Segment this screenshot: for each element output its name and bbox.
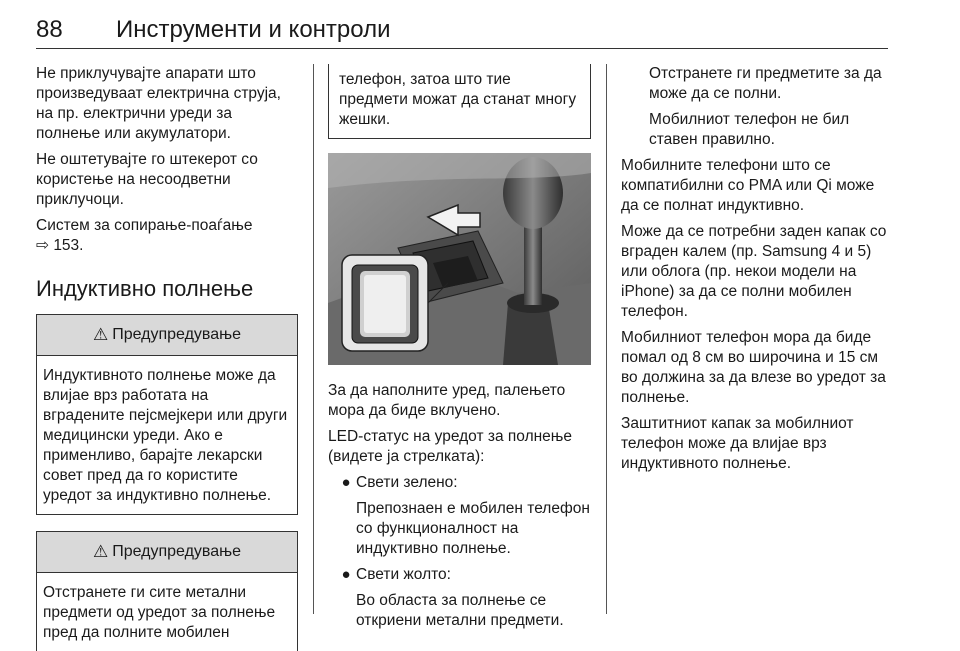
warning-body bbox=[37, 573, 297, 651]
warning-header bbox=[37, 315, 297, 356]
paragraph: Систем за сопирање-поаѓање bbox=[36, 217, 253, 234]
page-reference[interactable] bbox=[36, 236, 298, 256]
bullet-icon: ● bbox=[341, 566, 351, 583]
list-item bbox=[328, 565, 591, 585]
page-number: 88 bbox=[36, 16, 63, 43]
illustration-svg bbox=[328, 153, 591, 365]
warning-box-continued bbox=[328, 64, 591, 139]
section-heading: Индуктивно полнење bbox=[36, 276, 254, 301]
page-title: Инструменти и контроли bbox=[116, 16, 391, 43]
warning-body bbox=[37, 356, 297, 514]
paragraph: Заштитниот капак за мобилниот телефон може да влијае врз индуктивното полнење. bbox=[621, 415, 854, 472]
column-divider bbox=[313, 64, 314, 614]
paragraph: За да наполните уред, палењето мора да биде вклучено. bbox=[328, 382, 566, 419]
warning-header bbox=[37, 532, 297, 573]
column-middle bbox=[328, 64, 591, 631]
warning-triangle-icon: ⚠ bbox=[92, 542, 109, 561]
arrow-reference-icon: ⇨ bbox=[36, 237, 49, 254]
paragraph: Мобилниот телефон мора да биде помал од 8 см во широчина и 15 см во должина за да влезе во уредот за полнење. bbox=[621, 329, 886, 406]
warning-box bbox=[36, 531, 298, 651]
paragraph: LED-статус на уредот за полнење (видете ја стрелката): bbox=[328, 428, 573, 465]
paragraph: Не приклучувајте апарати што произведуваат електрична струја, на пр. електрични уреди за полнење или акумулатори. bbox=[36, 65, 281, 142]
column-divider bbox=[606, 64, 607, 614]
warning-text: Отстранете ги сите метални предмети од уредот за полнење пред да полните мобилен bbox=[43, 584, 276, 641]
warning-title: Предупредување bbox=[112, 326, 242, 343]
warning-box bbox=[36, 314, 298, 515]
charging-tray-illustration bbox=[328, 153, 591, 365]
list-detail: Препознаен е мобилен телефон со функционалност на индуктивно полнење. bbox=[356, 500, 590, 557]
paragraph: Не оштетувајте го штекерот со користење на несоодветни приклучоци. bbox=[36, 151, 258, 208]
page-header bbox=[36, 10, 888, 52]
warning-text: телефон, затоа што тие предмети можат да станат многу жешки. bbox=[339, 71, 577, 128]
header-rule bbox=[36, 48, 888, 49]
paragraph: Може да се потребни заден капак со вграден калем (пр. Samsung 4 и 5) или облога (пр. некои модели на iPhone) за да се полни мобилен телефон. bbox=[621, 223, 887, 320]
indented-paragraph: Мобилниот телефон не бил ставен правилно. bbox=[649, 111, 850, 148]
column-left bbox=[36, 64, 298, 651]
list-detail: Во областа за полнење се откриени метални предмети. bbox=[356, 592, 564, 629]
list-item bbox=[328, 473, 591, 493]
list-label: Свети зелено: bbox=[356, 474, 458, 491]
column-right bbox=[621, 64, 889, 480]
bullet-icon: ● bbox=[341, 474, 351, 491]
warning-triangle-icon: ⚠ bbox=[92, 325, 109, 344]
indented-paragraph: Отстранете ги предметите за да може да се полни. bbox=[649, 65, 882, 102]
reference-page: 153. bbox=[53, 237, 84, 254]
warning-title: Предупредување bbox=[112, 543, 242, 560]
paragraph: Мобилните телефони што се компатибилни со PMA или Qi може да се полнат индуктивно. bbox=[621, 157, 875, 214]
list-label: Свети жолто: bbox=[356, 566, 451, 583]
warning-text: Индуктивното полнење може да влијае врз работата на вградените пејсмејкери или други медицински уреди. Ако е применливо, барајте лекарски совет пред да го користите уредот за индуктивно полнење. bbox=[43, 367, 288, 504]
